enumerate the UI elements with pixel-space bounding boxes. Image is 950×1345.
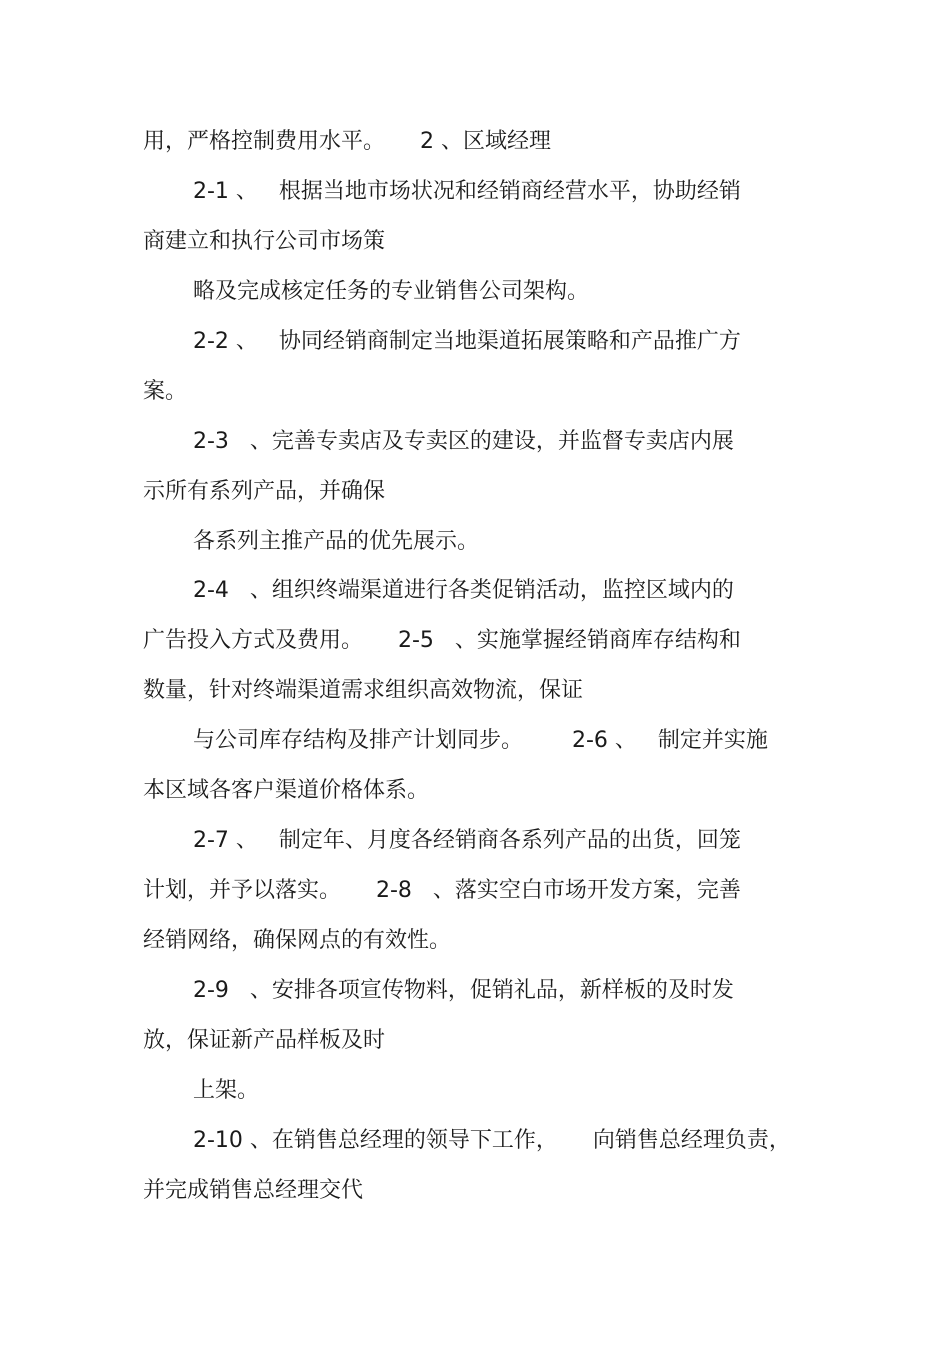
text-line: 放，保证新产品样板及时 [143, 1028, 386, 1053]
text-line: 2-7 、 制定年、月度各经销商各系列产品的出货，回笼 [193, 828, 741, 853]
text-line: 2-4 、组织终端渠道进行各类促销活动，监控区域内的 [193, 578, 734, 603]
text-line: 各系列主推产品的优先展示。 [193, 529, 480, 554]
text-line: 数量，针对终端渠道需求组织高效物流，保证 [143, 678, 584, 703]
text-line: 并完成销售总经理交代 [143, 1178, 364, 1203]
text-line: 示所有系列产品，并确保 [143, 479, 386, 504]
text-line: 计划，并予以落实。 2-8 、落实空白市场开发方案，完善 [143, 878, 741, 903]
text-line: 略及完成核定任务的专业销售公司架构。 [193, 279, 590, 304]
text-line: 案。 [143, 379, 188, 404]
text-line: 用，严格控制费用水平。 2 、区域经理 [143, 129, 551, 154]
text-line: 上架。 [193, 1078, 260, 1103]
text-line: 本区域各客户渠道价格体系。 [143, 778, 430, 803]
text-line: 与公司库存结构及排产计划同步。 2-6 、 制定并实施 [193, 728, 768, 753]
text-line: 2-3 、完善专卖店及专卖区的建设，并监督专卖店内展 [193, 429, 734, 454]
text-line: 广告投入方式及费用。 2-5 、实施掌握经销商库存结构和 [143, 628, 741, 653]
text-line: 2-1 、 根据当地市场状况和经销商经营水平，协助经销 [193, 179, 741, 204]
text-line: 经销网络，确保网点的有效性。 [143, 928, 452, 953]
text-line: 2-9 、安排各项宣传物料，促销礼品，新样板的及时发 [193, 978, 734, 1003]
text-line: 商建立和执行公司市场策 [143, 229, 386, 254]
text-line: 2-2 、 协同经销商制定当地渠道拓展策略和产品推广方 [193, 329, 741, 354]
text-line: 2-10 、在销售总经理的领导下工作， 向销售总经理负责， [193, 1128, 791, 1153]
